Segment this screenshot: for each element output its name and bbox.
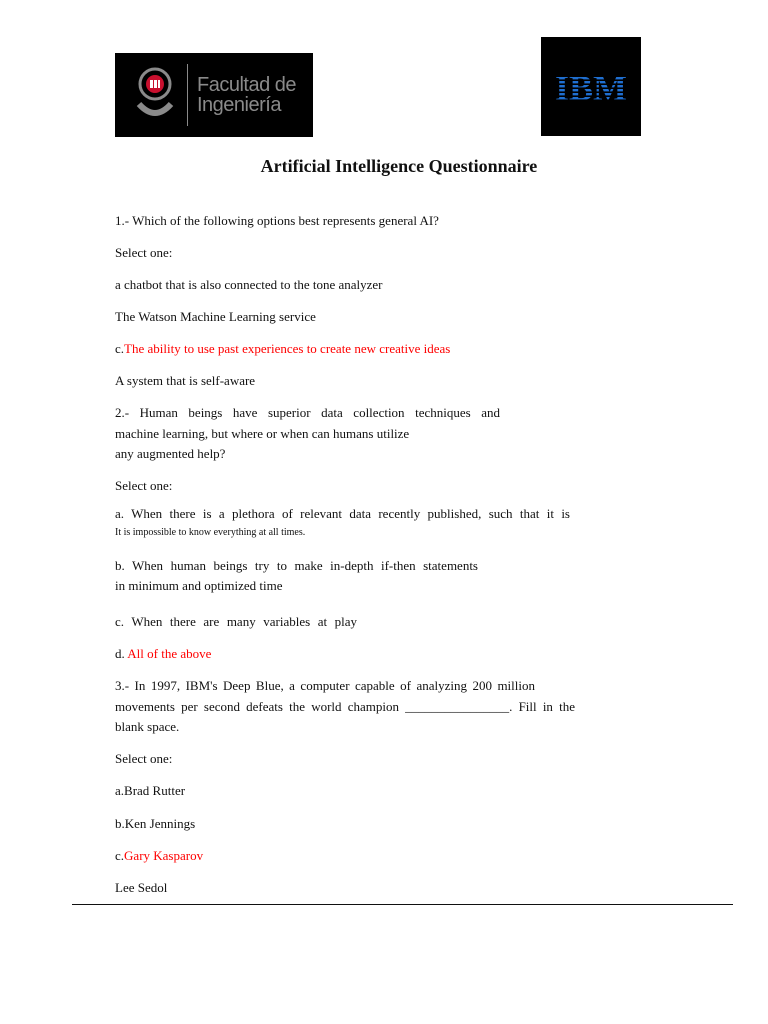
q1-option-b: The Watson Machine Learning service bbox=[115, 309, 316, 324]
q2-select-one: Select one: bbox=[115, 478, 173, 493]
q3-option-c-correct: c.Gary Kasparov bbox=[115, 848, 204, 863]
q2-option-b-line-1: b. When human beings try to make in-depth if-then statements bbox=[115, 558, 478, 573]
q1-option-c-correct: c.The ability to use past experiences to create new creative ideas bbox=[115, 341, 451, 356]
universidad-andres-bello-logo bbox=[115, 53, 313, 137]
q1-option-d: A system that is self-aware bbox=[115, 373, 256, 388]
q2-option-c: c. When there are many variables at play bbox=[115, 614, 357, 629]
faculty-name bbox=[197, 75, 296, 115]
ibm-logo bbox=[541, 37, 641, 136]
page-bottom-rule bbox=[72, 904, 733, 905]
q2-question-line-3: any augmented help? bbox=[115, 446, 226, 461]
faculty-name-line-1: Facultad de bbox=[197, 74, 297, 96]
q3-question-line-3: blank space. bbox=[115, 719, 180, 734]
svg-text:IBM: IBM bbox=[555, 68, 627, 105]
q1-select-one: Select one: bbox=[115, 245, 173, 260]
q1-option-a: a chatbot that is also connected to the tone analyzer bbox=[115, 277, 383, 292]
q3-select-one: Select one: bbox=[115, 751, 173, 766]
q3-option-a: a.Brad Rutter bbox=[115, 783, 186, 798]
q2-option-b-line-2: in minimum and optimized time bbox=[115, 578, 283, 593]
logo-divider bbox=[187, 64, 188, 126]
faculty-name-line-2: Ingeniería bbox=[197, 94, 281, 116]
q2-option-a-line-1: a. When there is a plethora of relevant data recently published, such that it is bbox=[115, 506, 570, 521]
q1-question: 1.- Which of the following options best represents general AI? bbox=[115, 213, 439, 228]
ibm-logo-icon bbox=[551, 69, 631, 105]
q3-question-line-1: 3.- In 1997, IBM's Deep Blue, a computer capable of analyzing 200 million bbox=[115, 678, 535, 693]
page-title: Artificial Intelligence Questionnaire bbox=[260, 156, 538, 176]
q2-question-line-1: 2.- Human beings have superior data collection techniques and bbox=[115, 405, 500, 420]
university-seal-icon bbox=[133, 64, 177, 126]
q2-option-a-line-2: It is impossible to know everything at all times. bbox=[115, 527, 306, 538]
q3-option-b: b.Ken Jennings bbox=[115, 816, 196, 831]
q2-question-line-2: machine learning, but where or when can humans utilize bbox=[115, 426, 410, 441]
q3-option-d: Lee Sedol bbox=[115, 880, 168, 895]
q2-option-d-correct: d. All of the above bbox=[115, 646, 212, 661]
q3-question-line-2: movements per second defeats the world champion ________________. Fill in the bbox=[115, 699, 575, 714]
